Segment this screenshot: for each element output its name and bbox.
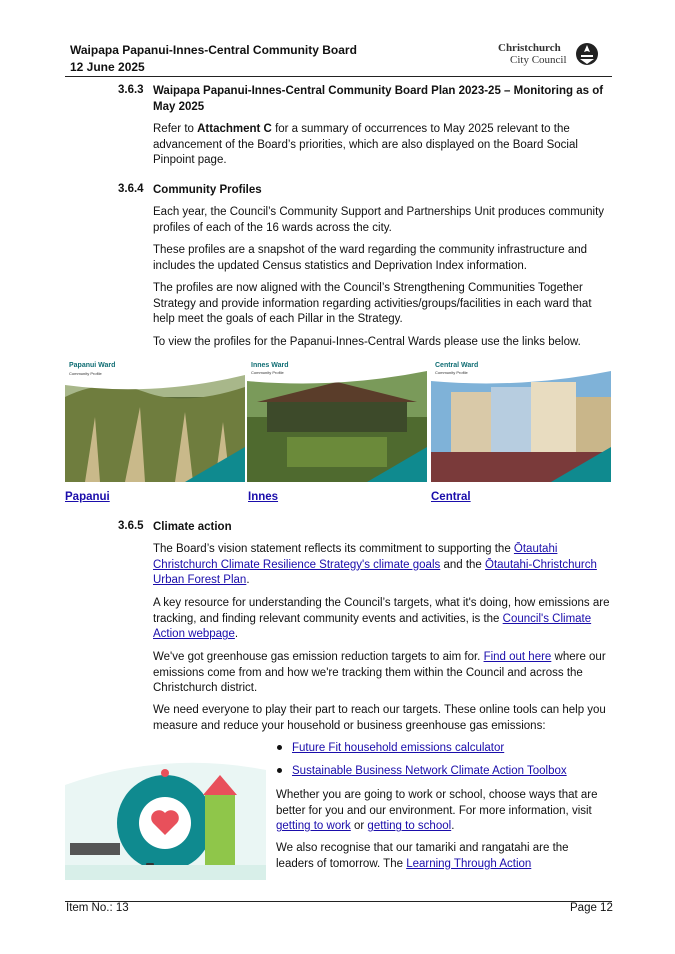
climate-action-webpage-link[interactable]: Council's Climate Action webpage (153, 612, 592, 641)
logo-text-line2: City Council (510, 54, 567, 66)
bullet-sbn-toolbox (277, 765, 567, 777)
innes-profile-cover[interactable] (247, 357, 427, 482)
section-heading-365: Climate action (153, 521, 232, 533)
bullet-future-fit (277, 742, 504, 754)
central-profile-cover[interactable] (431, 357, 611, 482)
logo-text-line1: Christchurch (498, 42, 561, 54)
papanui-cover-subtitle: Community Profile (69, 371, 102, 376)
section-number-363: 3.6.3 (118, 84, 144, 96)
footer-item-number: Item No.: 13 (66, 902, 129, 914)
climate-action-illustration (65, 745, 266, 880)
section-heading-363: Waipapa Papanui-Innes-Central Community Board Plan 2023-25 – Monitoring as of May 2025 (153, 85, 604, 113)
cathedral-logo-icon (575, 42, 599, 66)
paragraph-online-tools: We need everyone to play their part to reach our targets. These online tools can help you measure and reduce your household or business greenhouse gas emissions: (153, 704, 606, 732)
paragraph-profiles-intro: Each year, the Council’s Community Support and Partnerships Unit produces community profiles of each of the 16 wards across the city. (153, 206, 605, 234)
central-cover-subtitle: Community Profile (435, 370, 468, 375)
bullet-dot (277, 745, 282, 750)
getting-to-school-link[interactable]: getting to school (367, 820, 452, 833)
paragraph-profiles-aligned: The profiles are now aligned with the Council’s Strengthening Communities Together Strategy and provide information regarding activities/groups/facilities in each ward that help meet the goals of each Pillar in the Strategy. (153, 282, 592, 326)
paragraph-profiles-links: To view the profiles for the Papanui-Innes-Central Wards please use the links below. (153, 336, 581, 348)
paragraph-tamariki: We also recognise that our tamariki and rangatahi are the leaders of tomorrow. The Learning Through Action (276, 842, 569, 870)
innes-cover-title: Innes Ward (251, 362, 289, 369)
getting-to-work-link[interactable]: getting to work (276, 820, 351, 833)
learning-through-action-link[interactable]: Learning Through Action (406, 857, 532, 870)
paragraph-profiles-snapshot: These profiles are a snapshot of the ward regarding the community infrastructure and includes the updated Census statistics and Deprivation Index information. (153, 244, 588, 272)
paragraph-vision-statement: The Board’s vision statement reflects its commitment to supporting the Ōtautahi Christchurch Climate Resilience Strategy's climate goals and the Ōtautahi-Christchurch Urban Forest Plan. (153, 543, 597, 587)
header-divider (65, 76, 612, 77)
papanui-profile-cover[interactable] (65, 357, 245, 482)
climate-resilience-strategy-link[interactable]: Ōtautahi Christchurch Climate Resilience Strategy's climate goals (153, 543, 558, 571)
section-number-364: 3.6.4 (118, 183, 144, 195)
meeting-date: 12 June 2025 (70, 60, 145, 74)
innes-cover-subtitle: Community Profile (251, 370, 284, 375)
papanui-profile-link[interactable]: Papanui (65, 491, 110, 503)
paragraph-attachment-c: Refer to Attachment C for a summary of occurrences to May 2025 relevant to the advancement of the Board’s priorities, which are also displayed on the Board Social Pinpoint page. (153, 123, 578, 167)
central-cover-title: Central Ward (435, 362, 479, 369)
future-fit-link[interactable]: Future Fit household emissions calculator (292, 742, 505, 754)
urban-forest-plan-link[interactable]: Ōtautahi-Christchurch Urban Forest Plan (153, 558, 597, 587)
paragraph-key-resource: A key resource for understanding the Council’s targets, what it's doing, how emissions are tracking, and finding relevant community events and activities, is the Council's Climate Action webpage. (153, 597, 610, 641)
sbn-toolbox-link[interactable]: Sustainable Business Network Climate Action Toolbox (292, 765, 567, 777)
paragraph-travel-choices: Whether you are going to work or school, choose ways that are better for you and our environment. For more information, visit getting to work or getting to school. (276, 789, 598, 833)
central-profile-link[interactable]: Central (431, 491, 471, 503)
find-out-here-link[interactable]: Find out here (483, 651, 552, 663)
footer-page-number: Page 12 (570, 902, 613, 914)
papanui-cover-title: Papanui Ward (69, 362, 116, 369)
document-header-title (70, 42, 357, 76)
footer-divider (65, 901, 612, 902)
attachment-c-label: Attachment C (197, 123, 272, 135)
section-number-365: 3.6.5 (118, 520, 144, 532)
council-logo (498, 42, 608, 70)
paragraph-emission-targets: We've got greenhouse gas emission reduction targets to aim for. Find out here where our emissions come from and how we're tracking them within the Council and across the Christchurch district. (153, 651, 606, 695)
innes-profile-link[interactable]: Innes (248, 491, 279, 503)
section-heading-364: Community Profiles (153, 184, 262, 196)
board-name: Waipapa Papanui-Innes-Central Community Board (70, 43, 357, 57)
bullet-dot (277, 768, 282, 773)
